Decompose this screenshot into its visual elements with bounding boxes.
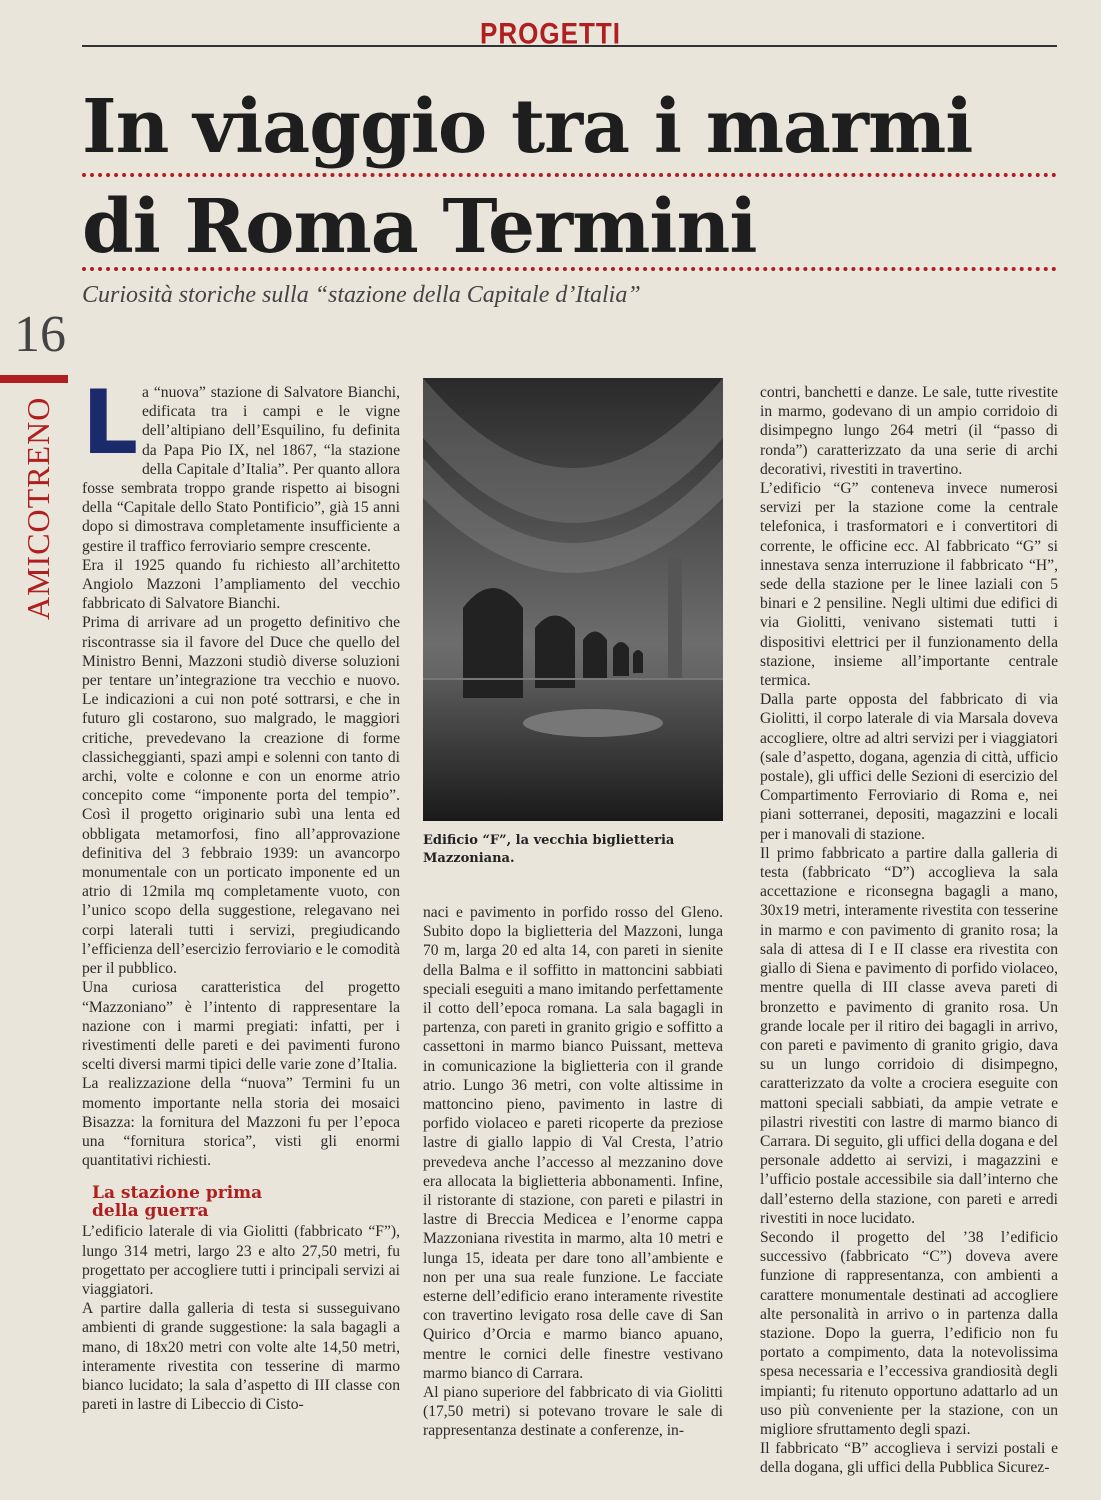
section-label: PROGETTI <box>480 15 621 51</box>
dotted-divider-1 <box>82 173 1057 177</box>
paragraph <box>82 371 400 556</box>
column-2 <box>423 903 723 1441</box>
paragraph: Il primo fabbricato a partire dalla galleria di testa (fabbricato “D”) accoglieva la sala accettazione e riconsegna bagagli a mano, 30x19 metri, interamente rivestita con tesserine in marmo e con pavimento di granito rosa; la sala di attesa di I e II classe era rivestita con giallo di Siena e pavimento di porfido violaceo, mentre quella di III classe aveva pareti di bronzetto e pavimento di granito rosa. Un grande locale per il ritiro dei bagagli in arrivo, con pareti e pavimento di granito grigio, dava su un lungo corridoio di disimpegno, caratterizzato da volte a crociera eseguite con mattoni speciali sabbiati, da ampie vetrate e pilastri rivestiti con lastre di marmo bianco di Carrara. Di seguito, gli uffici della dogana e del personale addetto ai servizi, i magazzini e l’ufficio postale accessibile sia dall’interno che dall’esterno della stazione, con pareti e arredi rivestiti in noce lucidato. <box>760 844 1058 1227</box>
paragraph: A partire dalla galleria di testa si susseguivano ambienti di grande suggestione: la sala bagagli a mano, di 18x20 metri con volte alte 14,50 metri, interamente rivestita con tesserine di marmo bianco lucidato; la sala d’aspetto di III classe con pareti in lastre di Libeccio di Cisto- <box>82 1300 400 1414</box>
paragraph: Una curiosa caratteristica del progetto “Mazzoniano” è l’intento di rappresentare la nazione con i marmi pregiati: infatti, per i rivestimenti delle pareti e dei pavimenti furono scelti diversi marmi tipici delle varie zone d’Italia. <box>82 979 400 1074</box>
top-rule <box>82 45 1057 47</box>
subheading-line-2: della guerra <box>92 1201 209 1222</box>
dotted-divider-2 <box>82 267 1057 271</box>
paragraph: Prima di arrivare ad un progetto definitivo che riscontrasse sia il favore del Duce che quello del Ministro Benni, Mazzoni studiò diverse soluzioni per tentare un’integrazione tra vecchio e nuovo. Le indicazioni a cui non poté sottrarsi, e che in futuro gli costarono, suo malgrado, le maggiori critiche, prevedevano la creazione di forme classicheggianti, spazi ampi e solenni con tanto di archi, volte e colonne e con un enorme atrio concepito come “imponente porta del tempio”. Così il progetto originario subì una lenta ed obbligata metamorfosi, fino all’approvazione definitiva del 3 febbraio 1939: un avancorpo monumentale con un porticato imponente ed un atrio di 12mila mq completamente vuoto, con l’unico scopo della suggestione, relegavano nei corpi laterali tutti i servizi, pregiudicando l’efficienza dell’esercizio ferroviario e le comodità per il pubblico. <box>82 614 400 978</box>
photo-illustration <box>423 378 723 821</box>
paragraph: La realizzazione della “nuova” Termini fu un momento importante nella storia dei mosaici Bisazza: la fornitura del Mazzoni fu per l’epoca una “fornitura storica”, visti gli enormi quantitativi richiesti. <box>82 1075 400 1170</box>
subtitle: Curiosità storiche sulla “stazione della Capitale d’Italia” <box>82 282 641 308</box>
paragraph: Era il 1925 quando fu richiesto all’architetto Angiolo Mazzoni l’ampliamento del vecchio fabbricato di Salvatore Bianchi. <box>82 556 400 613</box>
headline-line-2: di Roma Termini <box>82 184 757 270</box>
paragraph: Dalla parte opposta del fabbricato di via Giolitti, il corpo laterale di via Marsala doveva accogliere, oltre ad altri servizi per i viaggiatori (sale d’aspetto, dogana, agenzia di città, ufficio postale), gli uffici delle Sezioni di esercizio del Compartimento Ferroviario di Roma e, nei piani sotterranei, depositi, magazzini e locali per i manovali di stazione. <box>760 691 1058 843</box>
paragraph: naci e pavimento in porfido rosso del Gleno. Subito dopo la biglietteria del Mazzoni, lunga 70 m, larga 20 ed alta 14, con pareti in sienite della Balma e il soffitto in mattoncini sabbiati speciali eseguiti a mano imitando perfettamente il cotto dell’epoca romana. La sala bagagli in partenza, con pareti in granito grigio e soffitto a cassettoni in marmo bianco Puissant, metteva in comunicazione la biglietteria con il grande atrio. Lungo 36 metri, con volte altissime in mattoncino pieno, pavimento in lastre di porfido violaceo e pareti ricoperte da preziose lastre di giallo lappio di Val Cresta, l’atrio prevedeva anche l’accesso al mezzanino dove era allocata la biglietteria abbonamenti. Infine, il ristorante di stazione, con pareti e pilastri in lastre di Breccia Medicea e l’enorme cappa Mazzoniana rivestita in marmo, alta 10 metri e lunga 15, ideata per dare tono all’ambiente e non per una sua reale funzione. Le facciate esterne dell’edificio erano interamente rivestite con travertino levigato rosa delle cave di San Quirico d’Orcia e marmo bianco apuano, mentre le cornici delle finestre vestivano marmo bianco di Carrara. <box>423 904 723 1382</box>
photo-biglietteria <box>423 378 723 821</box>
magazine-brand: AMICOTRENO <box>20 396 56 620</box>
paragraph: L’edificio laterale di via Giolitti (fabbricato “F”), lungo 314 metri, largo 23 e alto 27,50 metri, fu progettato per accogliere tutti i principali servizi ai viaggiatori. <box>82 1223 400 1298</box>
subheading-line-1: La stazione prima <box>92 1183 263 1204</box>
paragraph: Secondo il progetto del ’38 l’edificio successivo (fabbricato “C”) doveva avere funzione di rappresentanza, con ambienti a carattere monumentale destinati ad accogliere alte personalità in arrivo o in partenza dalla stazione. Dopo la guerra, l’edificio non fu portato a compimento, data la notevolissima spesa necessaria e l’eccessiva grandiosità degli impianti; fu ritenuto opportuno adattarlo ad un uso più conveniente per la stazione, con un migliore sfruttamento degli spazi. <box>760 1228 1058 1438</box>
paragraph: contri, banchetti e danze. Le sale, tutte rivestite in marmo, godevano di un ampio corridoio di disimpegno lungo 264 metri (il “passo di ronda”) caratterizzato da una serie di archi decorativi, rivestiti in travertino. <box>760 384 1058 478</box>
column-1 <box>82 371 400 1414</box>
red-accent-bar <box>0 375 68 383</box>
column-3 <box>760 383 1058 1478</box>
drop-cap: L <box>82 371 139 474</box>
paragraph: Al piano superiore del fabbricato di via Giolitti (17,50 metri) si potevano trovare le sale di rappresentanza destinate a conferenze, in- <box>423 1384 723 1440</box>
paragraph-text: a “nuova” stazione di Salvatore Bianchi, edificata tra i campi e le vigne dell’altipiano dell’Esquilino, fu definita da Papa Pio IX, nel 1867, “la stazione della Capitale d’Italia”. Per quanto allora fosse sembrata troppo grande rispetto ai bisogni della “Capitale dello Stato Pontificio”, già 15 anni dopo si dimostrava completamente insufficiente a gestire il traffico ferroviario sempre crescente. <box>82 384 400 555</box>
subheading <box>92 1184 400 1220</box>
paragraph: L’edificio “G” conteneva invece numerosi servizi per la stazione come la centrale telefonica, i trasformatori e i convertitori di corrente, le officine ecc. Al fabbricato “G” si innestava senza interruzione il fabbricato “H”, sede della stazione per le linee laziali con 5 binari e 2 pensiline. Negli ultimi due edifici di via Giolitti, venivano sistemati tutti i dispositivi elettrici per il funzionamento della stazione, insieme all’importante centrale termica. <box>760 480 1058 690</box>
photo-caption: Edificio “F”, la vecchia biglietteria Mazzoniana. <box>423 833 675 866</box>
paragraph: Il fabbricato “B” accoglieva i servizi postali e della dogana, gli uffici della Pubblica Sicurez- <box>760 1440 1058 1477</box>
page-number: 16 <box>14 306 66 363</box>
headline-line-1: In viaggio tra i marmi <box>82 84 973 170</box>
